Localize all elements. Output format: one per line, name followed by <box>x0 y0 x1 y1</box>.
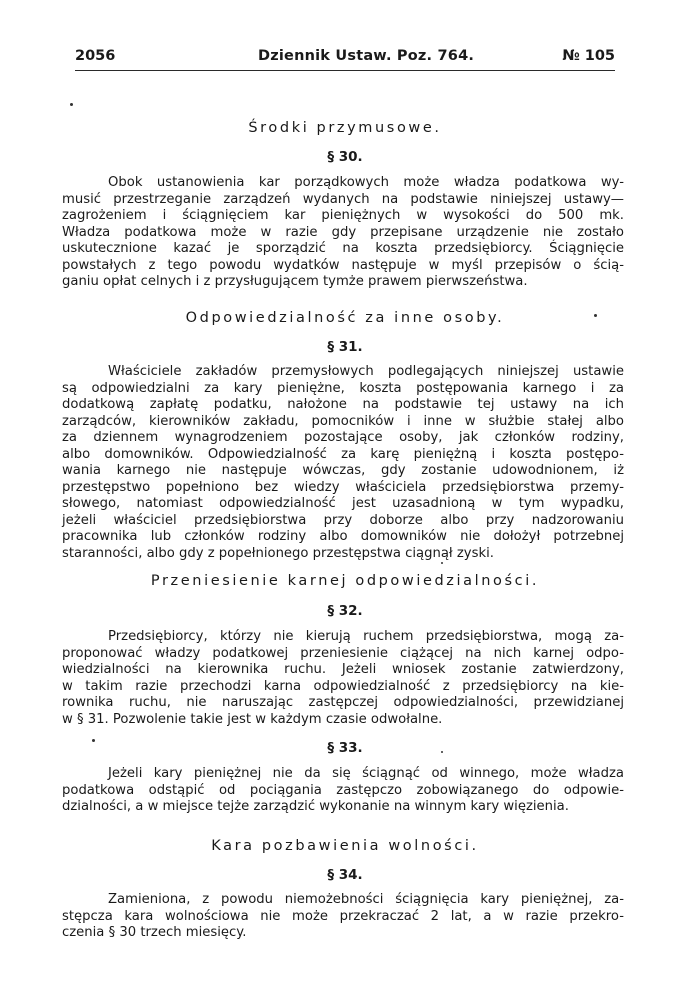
text-line: Obok ustanowienia kar porządkowych może władza podatkowa wy- <box>108 175 624 190</box>
paragraph-mark: § 32. <box>327 603 363 619</box>
text-line: przestępstwo popełniono bez wiedzy właściciela przedsiębiorstwa przemy- <box>62 479 624 495</box>
text-line: rownika ruchu, nie naruszając zastępczej odpowiedzialności, przewidzianej <box>62 695 624 711</box>
section-heading: Odpowiedzialność za inne osoby. <box>185 310 505 326</box>
text-line: pracownika lub członków rodziny albo domowników nie dołożył potrzebnej <box>62 529 624 545</box>
scan-speck <box>70 103 73 106</box>
text-line: słowego, natomiast odpowiedzialność jest uzasadnioną w tym wypadku, <box>62 496 624 512</box>
header-rule <box>75 70 615 71</box>
text-line: Jeżeli kary pieniężnej nie da się ściągnąć od winnego, może władza <box>108 766 624 781</box>
paragraph-mark: § 34. <box>327 867 363 883</box>
text-line: jeżeli właściciel przedsiębiorstwa przy doborze albo przy nadzorowaniu <box>62 512 624 528</box>
scan-speck <box>441 562 443 564</box>
paragraph-mark: § 30. <box>327 149 363 165</box>
text-line: stępcza kara wolnościowa nie może przekraczać 2 lat, a w razie przekro- <box>62 908 624 924</box>
text-line: wiedzialności na kierownika ruchu. Jeżeli wniosek zostanie zatwierdzony, <box>62 662 624 678</box>
text-line: Właściciele zakładów przemysłowych podlegających niniejszej ustawie <box>108 364 624 379</box>
scan-speck <box>92 739 95 742</box>
page-header <box>75 48 615 70</box>
section-heading: Przeniesienie karnej odpowiedzialności. <box>150 573 540 589</box>
issue-number: № 105 <box>562 48 615 64</box>
text-line: ganiu opłat celnych i z przysługującem tymże prawem pierwszeństwa. <box>62 274 528 290</box>
paragraph-mark: § 31. <box>327 339 363 355</box>
text-line: są odpowiedzialni za kary pieniężne, koszta postępowania karnego i za <box>62 380 624 396</box>
paragraph-text <box>62 629 624 728</box>
page-number: 2056 <box>75 48 116 64</box>
scan-speck <box>594 314 597 317</box>
text-line: w takim razie przechodzi karna odpowiedzialność z przedsiębiorcy na kie- <box>62 678 624 694</box>
paragraph-text <box>62 364 624 563</box>
text-line: dodatkową zapłatę podatku, nałożone na podstawie tej ustawy na ich <box>62 397 624 413</box>
text-line: proponować władzy podatkowej przeniesienie ciążącej na nich karnej odpo- <box>62 645 624 661</box>
text-line: powstałych z tego powodu wydatków następuje w myśl przepisów o ścią- <box>62 257 624 273</box>
text-line: wania karnego nie następuje wówczas, gdy zostanie udowodnionem, iż <box>62 463 624 479</box>
section-heading: Środki przymusowe. <box>248 120 442 136</box>
text-line: zarządców, kierowników zakładu, pomocników i inne w służbie stałej albo <box>62 413 624 429</box>
text-line: uskutecznione kazać je sporządzić na koszta przedsiębiorcy. Ściągnięcie <box>62 241 624 257</box>
paragraph-mark: § 33. <box>327 740 363 756</box>
text-line: zagrożeniem i ściągnięciem kar pieniężnych w wysokości do 500 mk. <box>62 208 624 224</box>
text-line: staranności, albo gdy z popełnionego przestępstwa ciągnął zyski. <box>62 546 494 562</box>
paragraph-text <box>62 766 624 816</box>
scan-speck <box>441 751 443 753</box>
section-heading: Kara pozbawienia wolności. <box>211 838 479 854</box>
text-line: musić przestrzeganie zarządzeń wydanych na podstawie niniejszej ustawy— <box>62 191 624 207</box>
text-line: Władza podatkowa może w razie gdy przepisane urządzenie nie zostało <box>62 224 624 240</box>
journal-title: Dziennik Ustaw. Poz. 764. <box>258 48 475 64</box>
text-line: w § 31. Pozwolenie takie jest w każdym czasie odwołalne. <box>62 711 443 727</box>
text-line: Zamieniona, z powodu niemożebności ściągnięcia kary pieniężnej, za- <box>108 892 624 907</box>
text-line: czenia § 30 trzech miesięcy. <box>62 925 247 941</box>
text-line: Przedsiębiorcy, którzy nie kierują ruchem przedsiębiorstwa, mogą za- <box>108 629 624 644</box>
text-line: za dziennem wynagrodzeniem pozostające osoby, jak członków rodziny, <box>62 430 624 446</box>
text-line: podatkowa odstąpić od pociągania zastępczo zobowiązanego do odpowie- <box>62 782 624 798</box>
text-line: dzialności, a w miejsce tejże zarządzić wykonanie na winnym kary więzienia. <box>62 799 569 815</box>
paragraph-text <box>62 892 624 942</box>
text-line: albo domowników. Odpowiedzialność za karę pieniężną i koszta postępo- <box>62 446 624 462</box>
paragraph-text <box>62 175 624 291</box>
